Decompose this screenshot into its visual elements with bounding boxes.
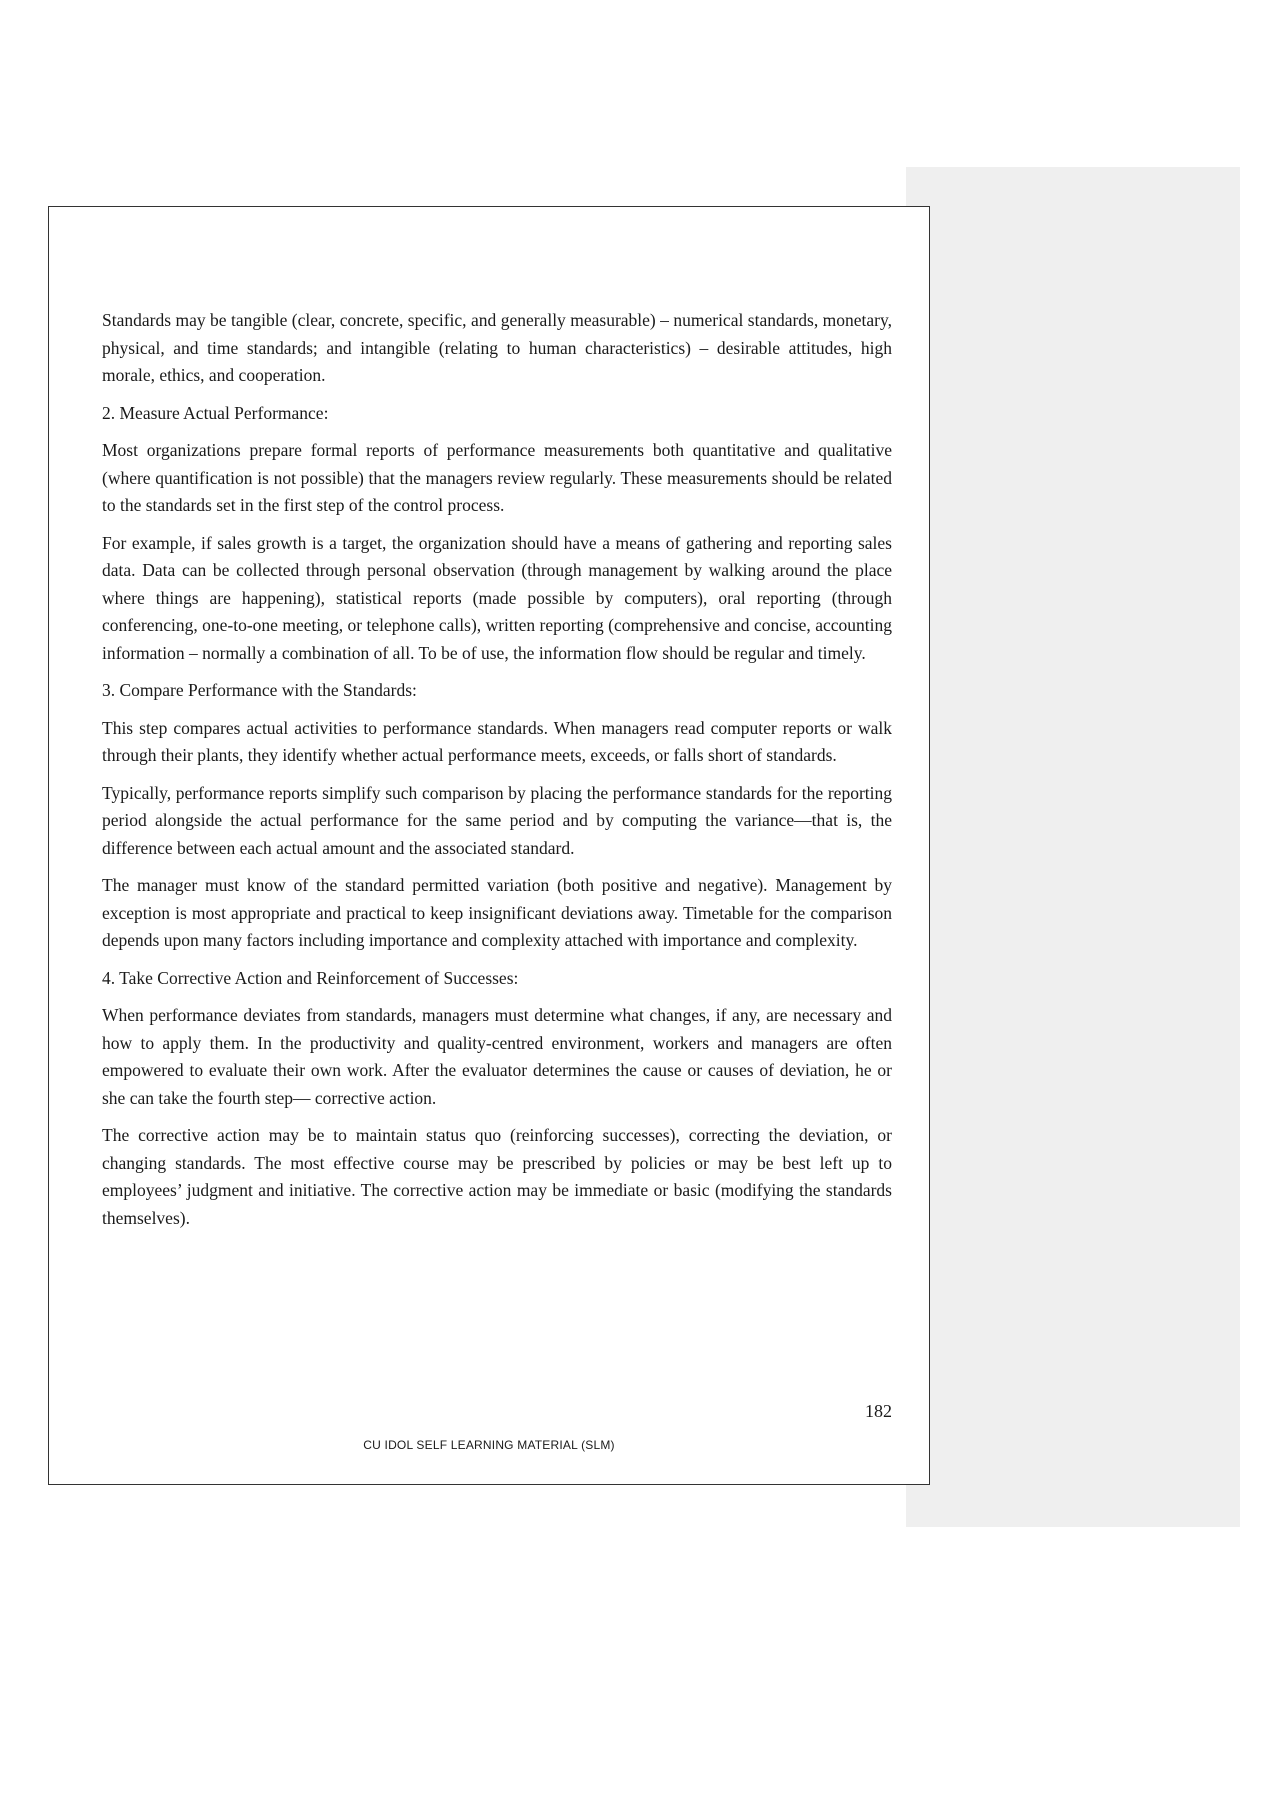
paragraph-sales-example: For example, if sales growth is a target, the organization should have a means of gathering and reporting sales data. Data can be collected through personal observation (through management by walking around the place where things are happening), statistical reports (made possible by computers), oral reporting (through conferencing, one-to-one meeting, or telephone calls), written reporting (comprehensive and concise, accounting information – normally a combination of all. To be of use, the information flow should be regular and timely. bbox=[102, 532, 892, 663]
paragraph-deviation-response: When performance deviates from standards, managers must determine what changes, if any, are necessary and how to apply them. In the productivity and quality-centred environment, workers and managers are often empowered to evaluate their own work. After the evaluator determines the cause or causes of deviation, he or she can take the fourth step— corrective action. bbox=[102, 1005, 892, 1108]
comment-pane bbox=[906, 167, 1240, 1527]
paragraph-standards-types: Standards may be tangible (clear, concrete, specific, and generally measurable) – numerical standards, monetary, physical, and time standards; and intangible (relating to human characteristics) – desirable attitudes, high morale, ethics, and cooperation. bbox=[102, 310, 892, 385]
paragraph-compare-activities: This step compares actual activities to performance standards. When managers read computer reports or walk through their plants, they identify whether actual performance meets, exceeds, or falls short of standards. bbox=[102, 717, 892, 765]
heading-compare-performance: 3. Compare Performance with the Standards: bbox=[102, 680, 417, 700]
page-content bbox=[102, 307, 892, 1242]
heading-measure-performance: 2. Measure Actual Performance: bbox=[102, 402, 329, 423]
paragraph-corrective-options: The corrective action may be to maintain status quo (reinforcing successes), correcting the deviation, or changing standards. The most effective course may be prescribed by policies or may be best left up to employees’ judgment and initiative. The corrective action may be immediate or basic (modifying the standards themselves). bbox=[102, 1125, 892, 1228]
paragraph-formal-reports: Most organizations prepare formal reports of performance measurements both quantitative and qualitative (where quantification is not possible) that the managers review regularly. These measurements should be related to the standards set in the first step of the control process. bbox=[102, 440, 892, 515]
paragraph-permitted-variation: The manager must know of the standard permitted variation (both positive and negative). Management by exception is most appropriate and practical to keep insignificant deviations away. Timetable for the comparison depends upon many factors including importance and complexity attached with importance and complexity. bbox=[102, 875, 892, 950]
paragraph-performance-reports: Typically, performance reports simplify such comparison by placing the performance standards for the reporting period alongside the actual performance for the same period and by computing the variance—that is, the difference between each actual amount and the associated standard. bbox=[102, 782, 892, 858]
heading-corrective-action: 4. Take Corrective Action and Reinforcement of Successes: bbox=[102, 967, 519, 988]
page-number: 182 bbox=[865, 1401, 892, 1421]
page-footer: CU IDOL SELF LEARNING MATERIAL (SLM) bbox=[363, 1438, 615, 1452]
